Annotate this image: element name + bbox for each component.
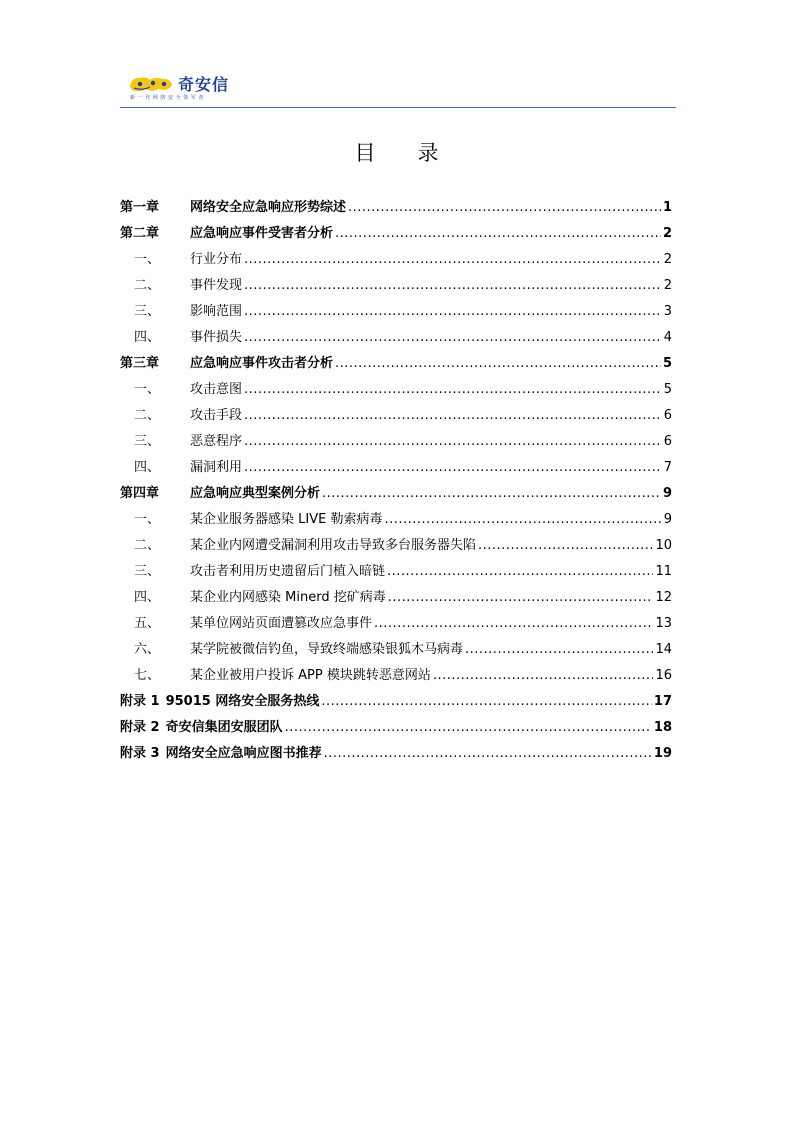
toc-entry-chapter[interactable] [120, 221, 672, 247]
toc-dot-leader [388, 585, 654, 611]
toc-dot-leader [335, 221, 661, 247]
toc-dot-leader [384, 507, 661, 533]
header-divider [120, 107, 676, 108]
toc-entry-label: 行业分布 [190, 252, 243, 267]
toc-entry-number: 五、 [134, 616, 161, 631]
toc-entry-section[interactable] [120, 247, 672, 273]
toc-entry-page-number: 6 [663, 434, 672, 449]
toc-entry-number: 四、 [134, 460, 161, 475]
toc-entry-section[interactable] [120, 611, 672, 637]
toc-entry-label: 应急响应事件攻击者分析 [190, 356, 334, 371]
toc-entry-section[interactable] [120, 377, 672, 403]
toc-entry-page-number: 18 [653, 720, 672, 735]
toc-entry-label: 95015 网络安全服务热线 [165, 694, 320, 709]
toc-entry-label: 攻击手段 [190, 408, 243, 423]
toc-entry-label: 奇安信集团安服团队 [165, 720, 283, 735]
toc-entry-appendix[interactable] [120, 741, 672, 767]
toc-entry-label: 恶意程序 [190, 434, 243, 449]
toc-dot-leader [244, 247, 662, 273]
toc-entry-label: 事件发现 [190, 278, 243, 293]
toc-dot-leader [348, 195, 661, 221]
logo-slogan: 新一代网络安全领军者 [130, 95, 207, 101]
toc-entry-label: 事件损失 [190, 330, 243, 345]
toc-dot-leader [285, 715, 652, 741]
toc-entry-number: 三、 [134, 304, 161, 319]
toc-entry-page-number: 16 [655, 668, 672, 683]
toc-entry-label: 应急响应事件受害者分析 [190, 226, 334, 241]
toc-entry-section[interactable] [120, 273, 672, 299]
toc-entry-number: 附录 1 [120, 694, 160, 709]
toc-entry-label: 攻击意图 [190, 382, 243, 397]
toc-dot-leader [374, 611, 653, 637]
toc-entry-number: 第四章 [120, 486, 160, 501]
toc-entry-number: 七、 [134, 668, 161, 683]
toc-entry-chapter[interactable] [120, 481, 672, 507]
toc-entry-page-number: 6 [663, 408, 672, 423]
toc-entry-chapter[interactable] [120, 351, 672, 377]
toc-entry-chapter[interactable] [120, 195, 672, 221]
toc-dot-leader [335, 351, 661, 377]
toc-entry-page-number: 5 [662, 356, 672, 371]
qianxin-mascot-icon [128, 74, 174, 94]
toc-entry-page-number: 2 [662, 226, 672, 241]
toc-dot-leader [322, 481, 661, 507]
toc-entry-section[interactable] [120, 325, 672, 351]
toc-entry-section[interactable] [120, 585, 672, 611]
company-logo [128, 72, 248, 106]
toc-dot-leader [433, 663, 654, 689]
toc-entry-appendix[interactable] [120, 689, 672, 715]
toc-entry-page-number: 11 [655, 564, 672, 579]
toc-dot-leader [244, 429, 662, 455]
toc-entry-number: 二、 [134, 408, 161, 423]
table-of-contents [120, 195, 672, 767]
toc-entry-label: 某企业内网遭受漏洞利用攻击导致多台服务器失陷 [190, 538, 477, 553]
toc-entry-label: 漏洞利用 [190, 460, 243, 475]
toc-entry-label: 某学院被微信钓鱼，导致终端感染银狐木马病毒 [190, 642, 464, 657]
toc-entry-section[interactable] [120, 507, 672, 533]
toc-entry-section[interactable] [120, 559, 672, 585]
toc-entry-number: 一、 [134, 512, 161, 527]
toc-entry-number: 四、 [134, 590, 161, 605]
toc-entry-page-number: 17 [653, 694, 672, 709]
toc-entry-section[interactable] [120, 663, 672, 689]
toc-entry-page-number: 10 [655, 538, 672, 553]
toc-entry-page-number: 2 [663, 278, 672, 293]
toc-entry-number: 附录 2 [120, 720, 160, 735]
toc-entry-page-number: 3 [663, 304, 672, 319]
toc-title-part2: 录 [417, 141, 439, 165]
toc-entry-section[interactable] [120, 429, 672, 455]
toc-dot-leader [244, 299, 662, 325]
toc-entry-number: 三、 [134, 564, 161, 579]
toc-entry-label: 应急响应典型案例分析 [190, 486, 321, 501]
toc-entry-number: 三、 [134, 434, 161, 449]
toc-dot-leader [465, 637, 653, 663]
toc-dot-leader [387, 559, 653, 585]
toc-entry-label: 某单位网站页面遭篡改应急事件 [190, 616, 373, 631]
toc-entry-page-number: 9 [662, 486, 672, 501]
toc-title [0, 137, 793, 167]
toc-entry-label: 网络安全应急响应图书推荐 [165, 746, 322, 761]
toc-dot-leader [244, 377, 662, 403]
toc-entry-label: 某企业被用户投诉 APP 模块跳转恶意网站 [190, 668, 431, 683]
toc-entry-section[interactable] [120, 403, 672, 429]
toc-entry-section[interactable] [120, 637, 672, 663]
toc-entry-label: 网络安全应急响应形势综述 [190, 200, 347, 215]
toc-entry-label: 某企业服务器感染 LIVE 勒索病毒 [190, 512, 383, 527]
toc-dot-leader [244, 273, 662, 299]
toc-entry-label: 某企业内网感染 Minerd 挖矿病毒 [190, 590, 386, 605]
toc-entry-number: 四、 [134, 330, 161, 345]
toc-entry-page-number: 9 [663, 512, 672, 527]
toc-entry-number: 第三章 [120, 356, 160, 371]
toc-entry-number: 第二章 [120, 226, 160, 241]
toc-dot-leader [244, 325, 662, 351]
toc-entry-appendix[interactable] [120, 715, 672, 741]
page-header [120, 70, 676, 110]
toc-dot-leader [244, 455, 662, 481]
toc-dot-leader [478, 533, 653, 559]
toc-entry-number: 二、 [134, 538, 161, 553]
toc-entry-number: 附录 3 [120, 746, 160, 761]
toc-entry-number: 第一章 [120, 200, 160, 215]
toc-entry-label: 影响范围 [190, 304, 243, 319]
toc-entry-label: 攻击者利用历史遗留后门植入暗链 [190, 564, 386, 579]
toc-entry-section[interactable] [120, 299, 672, 325]
toc-entry-page-number: 19 [653, 746, 672, 761]
toc-entry-page-number: 2 [663, 252, 672, 267]
toc-entry-page-number: 1 [662, 200, 672, 215]
toc-dot-leader [244, 403, 662, 429]
toc-dot-leader [324, 741, 652, 767]
toc-entry-number: 一、 [134, 382, 161, 397]
toc-entry-section[interactable] [120, 455, 672, 481]
toc-title-part1: 目 [354, 141, 376, 165]
toc-entry-page-number: 12 [655, 590, 672, 605]
toc-entry-number: 六、 [134, 642, 161, 657]
toc-entry-page-number: 14 [655, 642, 672, 657]
toc-entry-number: 二、 [134, 278, 161, 293]
toc-entry-page-number: 7 [663, 460, 672, 475]
logo-name: 奇安信 [178, 75, 230, 94]
toc-entry-page-number: 13 [655, 616, 672, 631]
toc-entry-page-number: 5 [663, 382, 672, 397]
toc-entry-number: 一、 [134, 252, 161, 267]
toc-entry-section[interactable] [120, 533, 672, 559]
toc-entry-page-number: 4 [663, 330, 672, 345]
toc-dot-leader [321, 689, 652, 715]
